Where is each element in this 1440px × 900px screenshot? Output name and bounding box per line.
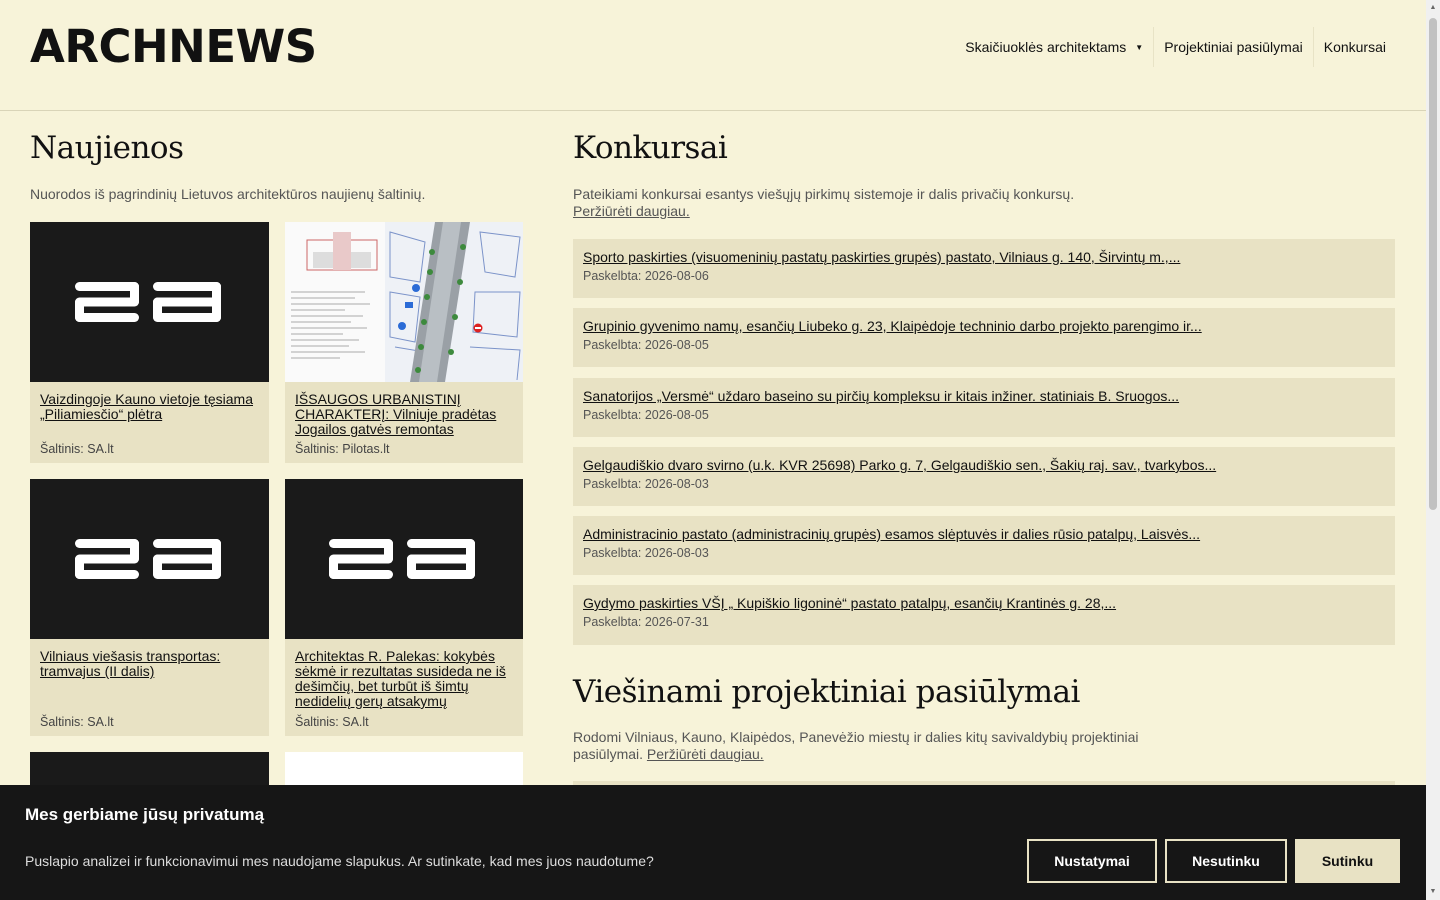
news-card-source: Šaltinis: SA.lt [40, 715, 114, 729]
page-scrollbar[interactable] [1426, 0, 1440, 900]
contest-item[interactable] [573, 516, 1395, 575]
news-card-image[interactable] [285, 479, 523, 639]
sa-logo-icon [75, 539, 225, 579]
proposals-intro-line1: Rodomi Vilniaus, Kauno, Klaipėdos, Panevėžio miestų ir dalies kitų savivaldybių projektiniai [573, 729, 1139, 745]
contests-intro [573, 186, 1074, 220]
main-nav [955, 27, 1396, 67]
news-card-title[interactable]: IŠSAUGOS URBANISTINĮ CHARAKTERĮ: Vilniuje pradėtas Jogailos gatvės remontas [295, 391, 497, 437]
caret-down-icon: ▼ [1135, 42, 1144, 52]
news-card-title[interactable]: Architektas R. Palekas: kokybės sėkmė ir rezultatas susideda ne iš dešimčių, bet turbūt iš šimtų nedidelių gerų atsakymų [295, 648, 506, 709]
cookie-consent-banner [0, 785, 1426, 900]
scroll-up-arrow-icon[interactable]: ▲ [1429, 4, 1437, 11]
cookie-decline-button[interactable]: Nesutinku [1165, 839, 1287, 883]
cookie-accept-button[interactable]: Sutinku [1295, 839, 1400, 883]
contests-intro-text: Pateikiami konkursai esantys viešųjų pirkimų sistemoje ir dalis privačių konkursų. [573, 186, 1075, 202]
news-heading: Naujienos [30, 130, 184, 166]
contest-title[interactable]: Gelgaudiškio dvaro svirno (u.k. KVR 25698) Parko g. 7, Gelgaudiškio sen., Šakių raj. sav., tvarkybos... [583, 457, 1217, 473]
contest-item[interactable] [573, 308, 1395, 367]
news-card-image[interactable] [285, 222, 523, 382]
contest-item[interactable] [573, 585, 1395, 645]
nav-item-calculators[interactable] [955, 27, 1154, 67]
contest-date: Paskelbta: 2026-07-31 [583, 615, 709, 629]
nav-item-label: Projektiniai pasiūlymai [1164, 39, 1303, 55]
cookie-title: Mes gerbiame jūsų privatumą [25, 805, 265, 824]
news-card-image[interactable] [30, 479, 269, 639]
contests-heading: Konkursai [573, 130, 728, 166]
site-header [0, 0, 1426, 111]
contest-date: Paskelbta: 2026-08-05 [583, 338, 709, 352]
proposals-more-link[interactable]: Peržiūrėti daugiau. [646, 746, 764, 762]
contest-date: Paskelbta: 2026-08-06 [583, 269, 709, 283]
contest-date: Paskelbta: 2026-08-03 [583, 477, 709, 491]
proposals-intro-line2: pasiūlymai. [573, 746, 644, 762]
news-card[interactable] [285, 479, 523, 736]
street-plan-image [285, 222, 523, 382]
contest-title[interactable]: Sanatorijos „Versmė“ uždaro baseino su pirčių kompleksu ir kitais inžiner. statiniais B. Sruogos... [583, 388, 1180, 404]
proposals-heading: Viešinami projektiniai pasiūlymai [573, 674, 1080, 710]
proposals-intro [573, 729, 1139, 763]
contest-title[interactable]: Grupinio gyvenimo namų, esančių Liubeko g. 23, Klaipėdoje techninio darbo projekto parengimo ir... [583, 318, 1202, 334]
contest-title[interactable]: Administracinio pastato (administracinių grupės) esamos slėptuvės ir dalies rūsio patalpų, Laisvės... [583, 526, 1201, 542]
contest-date: Paskelbta: 2026-08-05 [583, 408, 709, 422]
sa-logo-icon [329, 539, 479, 579]
scroll-down-arrow-icon[interactable]: ▼ [1429, 888, 1437, 895]
news-card-title[interactable]: Vilniaus viešasis transportas: tramvajus (II dalis) [40, 648, 221, 679]
nav-item-contests[interactable] [1314, 27, 1396, 67]
news-card-source: Šaltinis: SA.lt [295, 715, 369, 729]
news-card[interactable] [30, 222, 269, 463]
site-logo[interactable]: ARCHNEWS [30, 20, 317, 73]
contests-more-link[interactable]: Peržiūrėti daugiau. [573, 203, 690, 219]
news-intro: Nuorodos iš pagrindinių Lietuvos architektūros naujienų šaltinių. [30, 186, 426, 202]
news-card-image[interactable] [30, 222, 269, 382]
news-card-title[interactable]: Vaizdingoje Kauno vietoje tęsiama „Piliamiesčio“ plėtra [40, 391, 253, 422]
nav-item-proposals[interactable] [1154, 27, 1314, 67]
nav-item-label: Konkursai [1323, 39, 1386, 55]
contest-title[interactable]: Gydymo paskirties VŠĮ „ Kupiškio ligoninė“ pastato patalpų, esančių Krantinės g. 28,... [583, 595, 1117, 611]
contest-date: Paskelbta: 2026-08-03 [583, 546, 709, 560]
scrollbar-thumb[interactable] [1429, 18, 1437, 510]
news-card[interactable] [285, 222, 523, 463]
contest-item[interactable] [573, 447, 1395, 506]
cookie-text: Puslapio analizei ir funkcionavimui mes naudojame slapukus. Ar sutinkate, kad mes juos naudotume? [25, 853, 654, 869]
news-card-source: Šaltinis: SA.lt [40, 442, 114, 456]
contest-item[interactable] [573, 378, 1395, 437]
nav-item-label: Skaičiuoklės architektams [965, 39, 1127, 55]
contest-item[interactable] [573, 239, 1395, 298]
news-card[interactable] [30, 479, 269, 736]
contest-title[interactable]: Sporto paskirties (visuomeninių pastatų paskirties grupės) pastato, Vilniaus g. 140, Širvintų m.,... [583, 249, 1181, 265]
sa-logo-icon [75, 282, 225, 322]
news-card-source: Šaltinis: Pilotas.lt [295, 442, 390, 456]
cookie-settings-button[interactable]: Nustatymai [1027, 839, 1157, 883]
